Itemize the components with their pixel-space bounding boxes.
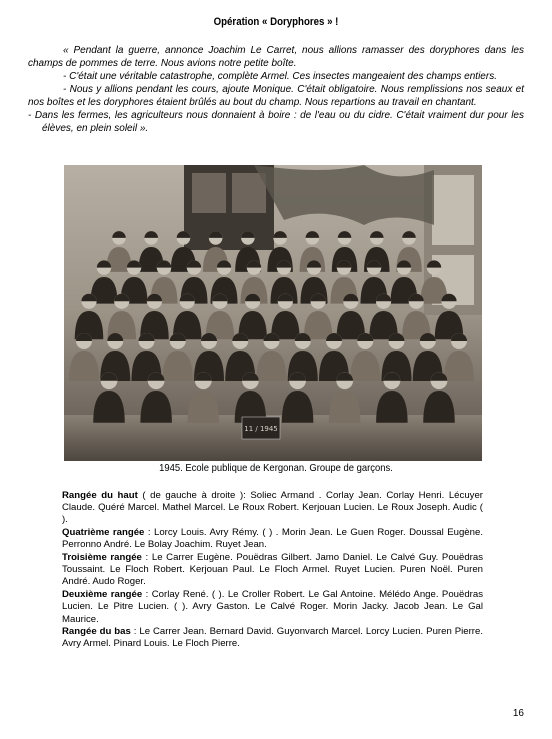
photo-caption: 1945. Ecole publique de Kergonan. Groupe de garçons. [159,462,393,474]
intro-paragraph-4: - Dans les fermes, les agriculteurs nous donnaient à boire : de l'eau ou du cidre. C'était vraiment dur pour les élèves, en plein soleil ». [28,110,524,134]
class-photo [64,165,482,461]
page-number: 16 [512,708,524,719]
row-third [62,552,483,589]
row-label: Quatrième rangée [62,527,145,539]
class-photo-image [64,165,482,461]
row-label: Rangée du bas [62,626,131,638]
row-fourth [62,527,483,551]
row-names: : Corlay René. ( ). Le Croller Robert. Le Gal Antoine. Mélédo Ange. Pouëdras Lucien. Le Pitre Lucien. ( ). Avry Gaston. Le Calvé Roger. Morin Jacky. Jacob Jean. Le Gal Maurice. [62,589,484,625]
slate-text: 11 / 1945 [244,425,278,433]
intro-paragraph-2: - C'était une véritable catastrophe, complète Armel. Ces insectes mangeaient des champs entiers. [63,71,497,82]
row-label: Troisième rangée [62,552,142,564]
name-list [62,490,483,651]
row-top [62,490,483,527]
row-names: ( de gauche à droite ): Soliec Armand . Corlay Jean. Corlay Henri. Lécuyer Claude. Quéré Marcel. Mathel Marcel. Le Roux Robert. Kerjouan Lucien. Le Roux Joseph. Audic ( ). [62,490,483,526]
intro-paragraph-1: « Pendant la guerre, annonce Joachim Le Carret, nous allions ramasser des doryphores dans les champs de pommes de terre. Nous avions notre petite boîte. [28,45,524,69]
row-label: Rangée du haut [62,490,138,501]
row-label: Deuxième rangée [62,589,143,601]
row-bottom [62,626,483,650]
row-names: : Le Carrer Eugène. Pouëdras Gilbert. Jamo Daniel. Le Calvé Guy. Pouëdras Toussaint. Le Floch Robert. Kerjouan Paul. Le Floch Armel. Ruyet Lucien. Puren Noël. Puren André. Audo Roger. [62,552,483,588]
row-names: : Le Carrer Jean. Bernard David. Guyonvarch Marcel. Lorcy Lucien. Puren Pierre. Avry Armel. Pinard Louis. Le Floch Pierre. [62,626,483,650]
row-second [62,589,483,626]
page-title: Opération « Doryphores » ! [213,16,339,28]
intro-text [28,44,524,135]
row-names: : Lorcy Louis. Avry Rémy. ( ) . Morin Jean. Le Guen Roger. Doussal Eugène. Perronno André. Le Bolay Joachim. Ruyet Jean. [62,527,483,551]
intro-paragraph-3: - Nous y allions pendant les cours, ajoute Monique. C'était obligatoire. Nous remplissions nos seaux et nos boîtes et les doryphores étaient brûlés au bout du champ. Nous repartions au travail en chantant. [28,84,524,108]
